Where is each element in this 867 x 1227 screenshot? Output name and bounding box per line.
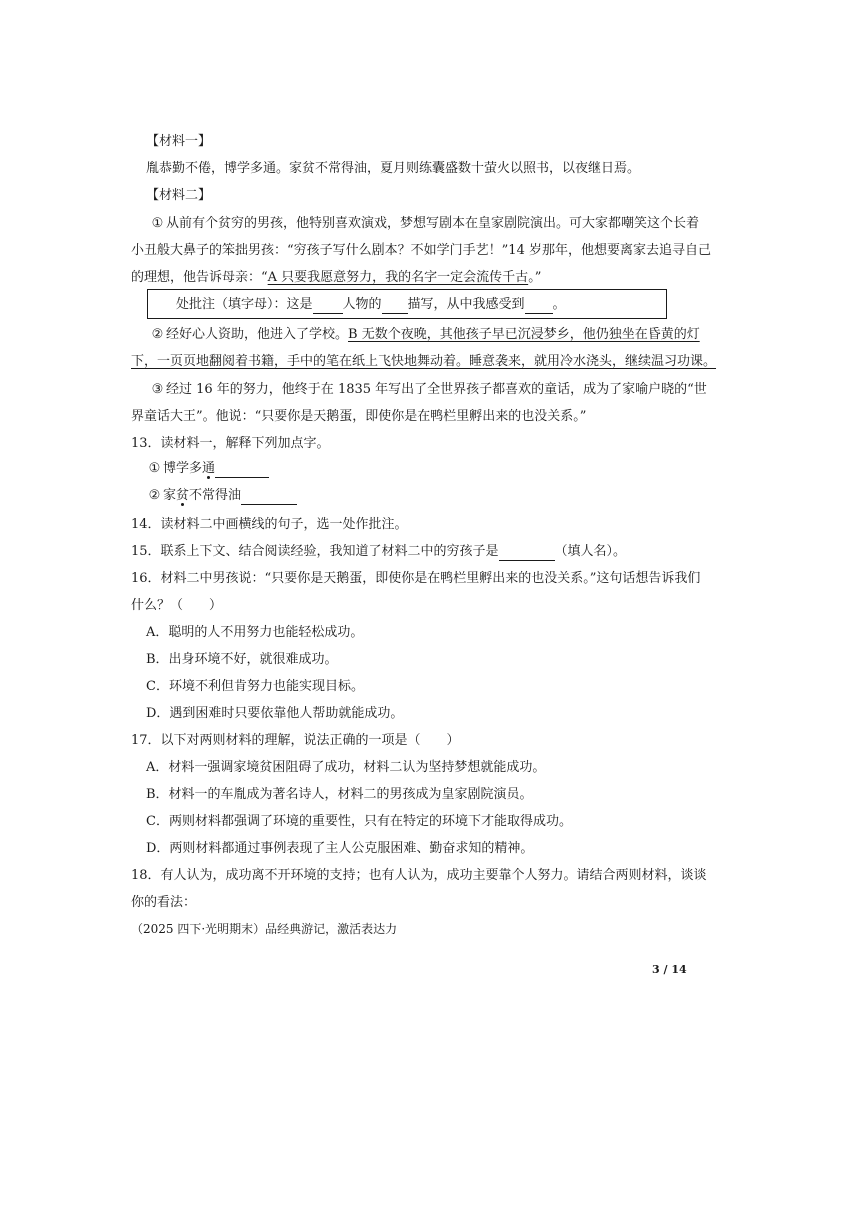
question-17-stem: 17．以下对两则材料的理解，说法正确的一项是（ ） bbox=[131, 733, 460, 748]
question-16-option-b[interactable]: B．出身环境不好，就很难成功。 bbox=[146, 652, 338, 667]
circled-number: ① bbox=[151, 216, 164, 231]
answer-blank[interactable] bbox=[241, 490, 297, 505]
question-14-stem: 14．读材料二中画横线的句子，选一处作批注。 bbox=[131, 517, 408, 532]
paragraph-1-line-1: ① 从前有个贫穷的男孩，他特别喜欢演戏，梦想写剧本在皇家剧院演出。可大家都嘲笑这个长着 bbox=[149, 215, 699, 233]
question-16-option-d[interactable]: D．遇到困难时只要依靠他人帮助就能成功。 bbox=[146, 706, 404, 721]
page-number: 3 / 14 bbox=[652, 963, 687, 976]
paragraph-2-line-2: 下，一页页地翻阅着书籍，手中的笔在纸上飞快地舞动着。睡意袭来，就用冷水浇头，继续温习功课。 bbox=[131, 354, 717, 369]
question-16-line-1: 16．材料二中男孩说：“只要你是天鹅蛋，即使你是在鸭栏里孵出来的也没关系。”这句话想告诉我们 bbox=[131, 571, 701, 586]
material1-heading: 【材料一】 bbox=[146, 134, 212, 149]
answer-blank[interactable] bbox=[499, 546, 555, 561]
question-17-option-a[interactable]: A．材料一强调家境贫困阻碍了成功，材料二认为坚持梦想就能成功。 bbox=[146, 760, 546, 775]
answer-blank[interactable] bbox=[525, 299, 553, 314]
section-heading: （2025 四下·光明期末）品经典游记，激活表达力 bbox=[131, 922, 398, 936]
circled-number: ③ bbox=[151, 382, 164, 397]
paragraph-3-line-1: ③ 经过 16 年的努力，他终于在 1835 年写出了全世界孩子都喜欢的童话，成为了家喻户晓的“世 bbox=[149, 381, 707, 399]
material1-text: 胤恭勤不倦，博学多通。家贫不常得油，夏月则练囊盛数十萤火以照书，以夜继日焉。 bbox=[146, 161, 641, 176]
answer-blank[interactable] bbox=[382, 299, 408, 314]
underlined-sentence-a: A 只要我愿意努力，我的名字一定会流传千古 bbox=[267, 270, 529, 285]
paragraph-1-line-3: 的理想，他告诉母亲：“A 只要我愿意努力，我的名字一定会流传千古。” bbox=[131, 270, 542, 285]
paragraph-1-line-2: 小丑般大鼻子的笨拙男孩：“穷孩子写什么剧本？不如学门手艺！”14 岁那年，他想要离家去追寻自己 bbox=[131, 243, 711, 258]
annotation-text: 处批注（填字母）：这是 人物的 描写，从中我感受到 。 bbox=[176, 297, 566, 312]
question-17-option-d[interactable]: D．两则材料都通过事例表现了主人公克服困难、勤奋求知的精神。 bbox=[146, 841, 534, 856]
answer-blank[interactable] bbox=[313, 299, 343, 314]
underlined-sentence-b: B 无数个夜晚，其他孩子早已沉浸梦乡，他仍独坐在昏黄的灯 bbox=[348, 327, 700, 342]
question-16-line-2: 什么？（ ） bbox=[131, 598, 223, 613]
question-13-item-2: ② 家贫不常得油 bbox=[146, 487, 297, 505]
question-17-option-c[interactable]: C．两则材料都强调了环境的重要性，只有在特定的环境下才能取得成功。 bbox=[146, 814, 572, 829]
question-18-line-2: 你的看法： bbox=[131, 895, 197, 910]
question-16-option-a[interactable]: A．聪明的人不用努力也能轻松成功。 bbox=[146, 625, 364, 640]
answer-blank[interactable] bbox=[215, 463, 269, 478]
question-13-stem: 13．读材料一，解释下列加点字。 bbox=[131, 436, 330, 451]
question-18-line-1: 18．有人认为，成功离不开环境的支持；也有人认为，成功主要靠个人努力。请结合两则材料，谈谈 bbox=[131, 868, 707, 883]
question-15-stem: 15．联系上下文、结合阅读经验，我知道了材料二中的穷孩子是 （填人名）。 bbox=[131, 544, 627, 559]
paragraph-2-line-1: ② 经好心人资助，他进入了学校。B 无数个夜晚，其他孩子早已沉浸梦乡，他仍独坐在昏黄的灯 bbox=[149, 326, 700, 344]
circled-number: ② bbox=[151, 327, 164, 342]
dotted-char: 通 bbox=[202, 461, 216, 476]
paragraph-3-line-2: 界童话大王”。他说：“只要你是天鹅蛋，即使你是在鸭栏里孵出来的也没关系。” bbox=[131, 409, 587, 424]
question-16-option-c[interactable]: C．环境不利但肯努力也能实现目标。 bbox=[146, 679, 364, 694]
material2-heading: 【材料二】 bbox=[146, 188, 212, 203]
question-13-item-1: ① 博学多通 bbox=[146, 460, 269, 478]
dotted-char: 贫 bbox=[176, 488, 190, 503]
question-17-option-b[interactable]: B．材料一的车胤成为著名诗人，材料二的男孩成为皇家剧院演员。 bbox=[146, 787, 533, 802]
